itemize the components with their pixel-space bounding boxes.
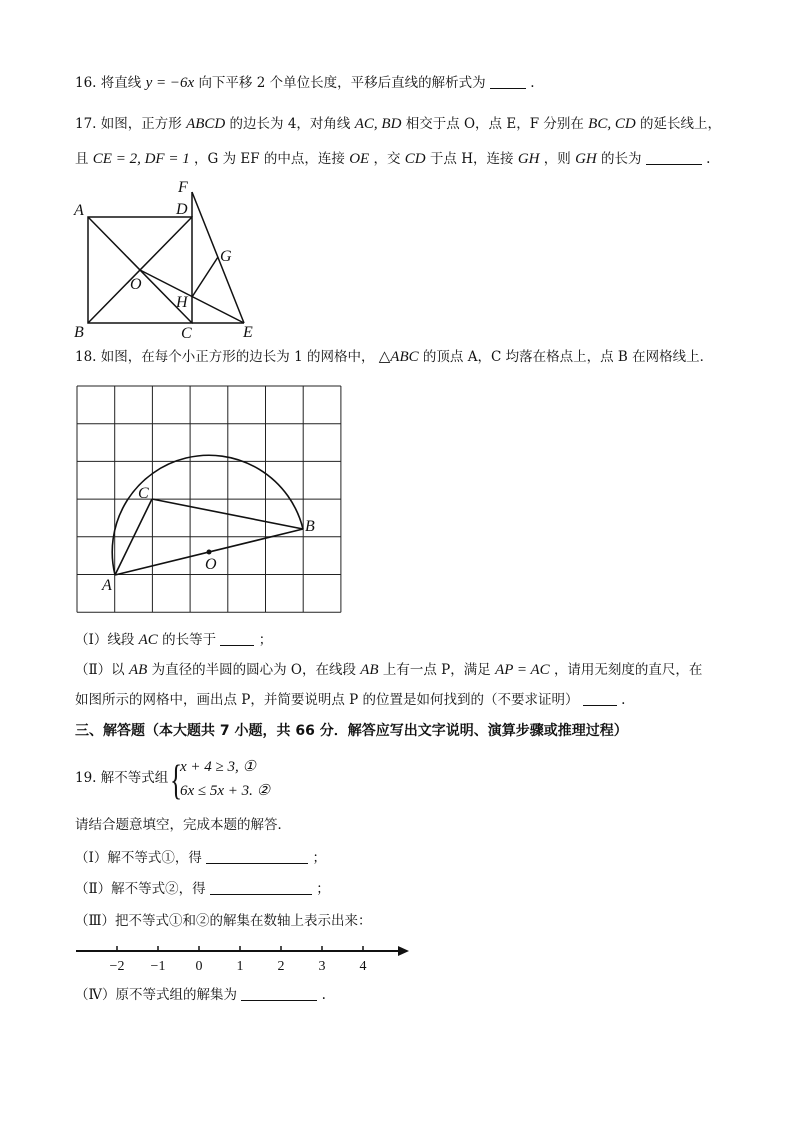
q19-part4-text: （Ⅳ）原不等式组的解集为 — [75, 987, 237, 1003]
q18-part-2-line-2 — [75, 690, 625, 710]
q16-answer-blank[interactable] — [490, 74, 526, 89]
q17-text: ，G 为 EF 的中点，连接 — [194, 151, 345, 167]
number-line-tick-label: 2 — [277, 959, 285, 974]
label-o: O — [205, 556, 217, 573]
grid-lines — [77, 386, 341, 612]
label-b: B — [305, 518, 315, 535]
number-line-tick-label: −2 — [109, 959, 125, 974]
q17-number: 17. — [75, 116, 97, 132]
label-h: H — [176, 294, 188, 311]
q19-part1-end: ； — [312, 850, 326, 866]
inequality-2: 6x ≤ 5x + 3. ② — [180, 783, 271, 799]
q17-text: 的边长为 4，对角线 — [229, 116, 351, 132]
label-c: C — [181, 325, 192, 342]
q18-text: 如图，在每个小正方形的边长为 1 的网格中， — [100, 349, 375, 365]
q18-part2-end: . — [621, 692, 626, 708]
q17-period: . — [706, 151, 711, 167]
q18-part2-text: （Ⅱ）以 — [75, 662, 125, 678]
q19-part1-answer-blank[interactable] — [206, 849, 308, 864]
q18-part1-end: ； — [258, 632, 273, 648]
q17-text: ，交 — [373, 151, 401, 167]
q19-text: 解不等式组 — [100, 770, 169, 786]
q19-part-3: （Ⅲ）把不等式①和②的解集在数轴上表示出来： — [75, 913, 372, 929]
q17-math: GH — [575, 151, 597, 167]
q18-math: AP = AC — [495, 662, 550, 678]
q18-part2-answer-blank[interactable] — [583, 691, 617, 706]
q17-math: AC, BD — [354, 116, 402, 132]
q17-text: 的延长线上， — [639, 116, 721, 132]
q19-part1-text: （Ⅰ）解不等式①，得 — [75, 850, 202, 866]
q18-math: AB — [128, 662, 148, 678]
number-line-tick-label: 0 — [195, 959, 203, 974]
number-line — [70, 935, 420, 980]
q19-part-2 — [75, 879, 330, 899]
label-b: B — [74, 324, 84, 341]
q18-part-1 — [75, 630, 272, 650]
question-18 — [75, 347, 713, 367]
q17-math: CE = 2, DF = 1 — [92, 151, 190, 167]
q19-part4-end: . — [321, 987, 326, 1003]
q16-equation: y = −6x — [145, 75, 195, 91]
q17-text: 相交于点 O，点 E，F 分别在 — [405, 116, 584, 132]
q18-number: 18. — [75, 349, 97, 365]
label-a: A — [74, 202, 84, 219]
label-a: A — [102, 577, 112, 594]
label-e: E — [243, 324, 253, 341]
question-17-line-1 — [75, 114, 721, 134]
q19-part2-text: （Ⅱ）解不等式②，得 — [75, 881, 206, 897]
q17-square-figure — [70, 175, 270, 345]
label-f: F — [178, 179, 188, 196]
q18-part1-text: 的长等于 — [162, 632, 217, 648]
number-line-tick-label: 4 — [359, 959, 367, 974]
q16-period: . — [530, 75, 535, 91]
q17-math: BC, CD — [588, 116, 636, 132]
q18-part1-text: （Ⅰ）线段 — [75, 632, 135, 648]
system-brace: { — [170, 758, 183, 804]
q18-math: AB — [360, 662, 379, 678]
inequality-1: x + 4 ≥ 3, ① — [180, 759, 256, 775]
q19-part2-answer-blank[interactable] — [210, 880, 312, 895]
arrow-right-icon — [398, 946, 409, 956]
label-d: D — [176, 201, 188, 218]
q17-math: OE — [349, 151, 370, 167]
q19-part-4 — [75, 985, 326, 1005]
q17-text: ，则 — [543, 151, 571, 167]
q18-part2-text: 为直径的半圆的圆心为 O，在线段 — [151, 662, 356, 678]
q19-part2-end: ； — [316, 881, 330, 897]
q19-number: 19. — [75, 770, 97, 786]
number-line-tick-label: 3 — [318, 959, 326, 974]
q16-text-a: 将直线 — [100, 75, 142, 91]
section-3-heading: 三、解答题（本大题共 7 小题，共 66 分．解答应写出文字说明、演算步骤或推理过程） — [75, 723, 628, 739]
question-17-line-2 — [75, 149, 710, 169]
q16-number: 16. — [75, 75, 97, 91]
q18-part1-answer-blank[interactable] — [220, 631, 254, 646]
q18-grid-figure — [70, 380, 350, 620]
q18-part2-text: ，请用无刻度的直尺，在 — [553, 662, 703, 678]
number-line-tick-label: 1 — [236, 959, 244, 974]
label-g: G — [220, 248, 232, 265]
question-19 — [75, 768, 168, 788]
q16-text-b: 向下平移 2 个单位长度，平移后直线的解析式为 — [198, 75, 486, 91]
q17-text: 的长为 — [601, 151, 642, 167]
q17-math: ABCD — [186, 116, 226, 132]
q17-answer-blank[interactable] — [646, 150, 702, 165]
label-o: O — [130, 276, 142, 293]
segment-gh — [192, 257, 218, 297]
q17-math: CD — [404, 151, 426, 167]
q17-math: GH — [517, 151, 540, 167]
q19-part4-answer-blank[interactable] — [241, 986, 317, 1001]
q18-part2-text: 上有一点 P，满足 — [382, 662, 491, 678]
q18-part2-text: 如图所示的网格中，画出点 P，并简要说明点 P 的位置是如何找到的（不要求证明） — [75, 692, 579, 708]
q17-text: 于点 H，连接 — [429, 151, 514, 167]
q18-math: △ABC — [378, 349, 419, 365]
q18-math: AC — [138, 632, 158, 648]
q19-prompt: 请结合题意填空，完成本题的解答． — [75, 817, 291, 833]
q17-text: 如图，正方形 — [100, 116, 182, 132]
label-c: C — [138, 485, 149, 502]
q17-text: 且 — [75, 151, 89, 167]
q19-part-1 — [75, 848, 326, 868]
q18-part-2-line-1 — [75, 660, 702, 680]
center-point-o — [207, 550, 212, 555]
number-line-tick-label: −1 — [150, 959, 166, 974]
question-16 — [75, 73, 535, 93]
q18-text: 的顶点 A，C 均落在格点上，点 B 在网格线上． — [422, 349, 714, 365]
